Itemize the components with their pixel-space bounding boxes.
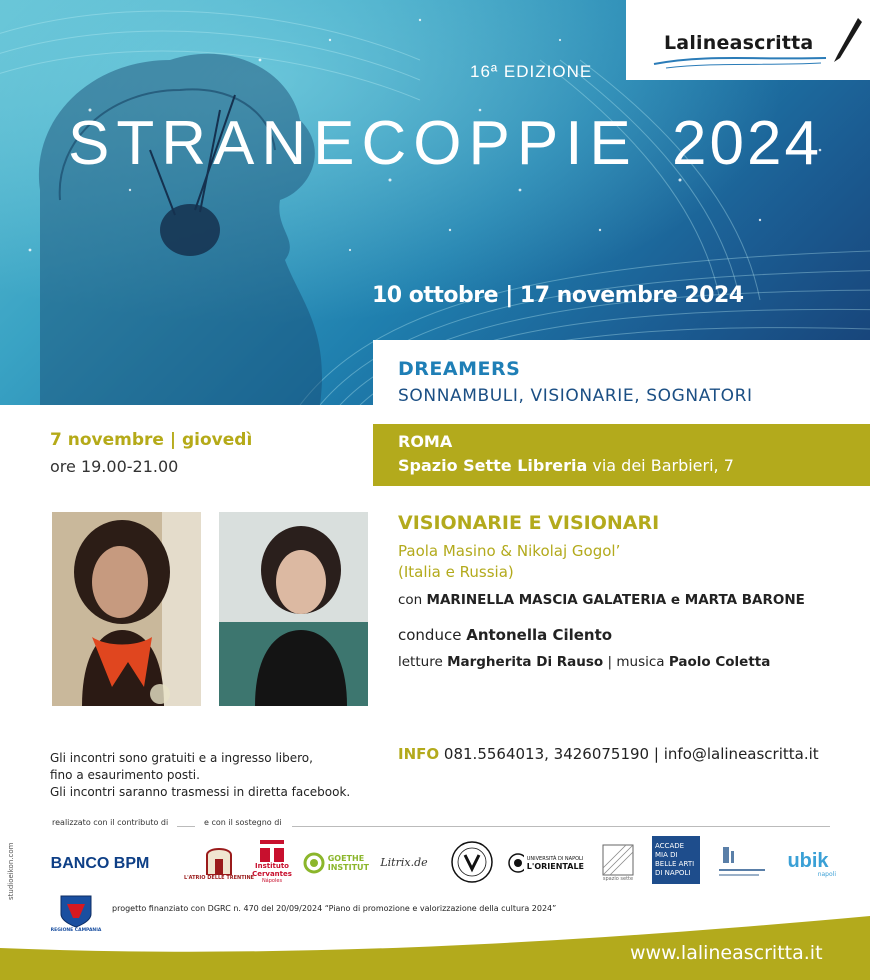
note-line: Gli incontri saranno trasmessi in diretta facebook.: [50, 785, 351, 799]
banco-bpm-text: BANCO BPM: [50, 855, 150, 872]
venue-line: [398, 456, 734, 475]
accademia-text-1: ACCADE: [655, 842, 685, 850]
session-subtitle-2: (Italia e Russia): [398, 563, 514, 581]
music-name: Paolo Coletta: [668, 654, 771, 670]
accademia-text-4: DI NAPOLI: [655, 869, 691, 877]
note-line: Gli incontri sono gratuiti e a ingresso libero,: [50, 751, 313, 765]
festival-dates: 10 ottobre | 17 novembre 2024: [372, 283, 744, 308]
orientale-text-1: UNIVERSITÀ DI NAPOLI: [526, 855, 584, 862]
guests-prefix: con: [398, 592, 423, 608]
theme-box: [373, 340, 870, 412]
university-icon: [717, 843, 767, 881]
cervantes-icon: [260, 840, 284, 862]
event-time: ore 19.00-21.00: [50, 457, 179, 476]
goethe-text-1: GOETHE: [327, 854, 365, 863]
info-phones[interactable]: 081.5564013, 3426075190: [443, 745, 650, 763]
orientale-text-2: L'ORIENTALE: [526, 861, 584, 871]
event-date: 7 novembre | giovedì: [50, 430, 253, 450]
session-title: VISIONARIE E VISIONARI: [398, 512, 660, 534]
brand-logo[interactable]: [626, 0, 870, 80]
spazio-sette-text: spazio sette: [602, 876, 634, 882]
cervantes-logo[interactable]: [250, 836, 294, 888]
spazio-sette-icon: [602, 844, 634, 876]
readings-name: Margherita Di Rauso: [447, 654, 604, 670]
litrix-text: Litrix.de: [380, 855, 428, 869]
session-subtitle-1: Paola Masino & Nikolaj Gogol’: [398, 542, 621, 560]
goethe-logo[interactable]: [303, 848, 369, 878]
host-prefix: conduce: [398, 626, 462, 644]
cervantes-text-2: Cervantes: [252, 870, 292, 878]
arch-icon: [204, 843, 234, 875]
host-name: Antonella Cilento: [466, 626, 613, 644]
venue-address: via dei Barbieri, 7: [592, 456, 734, 475]
venue-name: Spazio Sette Libreria: [398, 456, 588, 475]
goethe-icon: [303, 852, 325, 874]
pen-icon: [626, 0, 870, 80]
edition-label: 16ª EDIZIONE: [470, 62, 593, 81]
banco-bpm-logo[interactable]: [52, 850, 148, 878]
readings-prefix: letture: [398, 654, 443, 670]
festival-name: STRANECOPPIE: [68, 109, 638, 178]
access-notes: [50, 750, 350, 801]
seal-icon: [451, 841, 493, 883]
university-logo[interactable]: [712, 842, 772, 882]
goethe-text-2: INSTITUT: [327, 863, 369, 872]
cervantes-text-1: Instituto: [255, 862, 289, 870]
session-host: [398, 626, 612, 644]
info-line: [398, 745, 819, 763]
guest-photo-2: [219, 512, 368, 706]
divider: [177, 826, 195, 827]
regione-text: REGIONE CAMPANIA: [50, 927, 102, 933]
divider: [292, 826, 830, 827]
info-label: INFO: [398, 745, 440, 763]
ubik-city: napoli: [817, 870, 836, 878]
cervantes-text-3: Nápoles: [261, 878, 283, 884]
atrio-text: L'ATRIO DELLE TRENTINE: [183, 875, 255, 881]
venue-city: ROMA: [398, 432, 453, 451]
studio-credit: studioeikon.com: [7, 842, 15, 900]
guest-photo-1: [52, 512, 201, 706]
footer-band: [0, 908, 870, 980]
accademia-text-2: MIA DI: [655, 851, 678, 859]
spazio-sette-logo[interactable]: [598, 840, 638, 886]
info-email[interactable]: info@lalineascritta.it: [663, 745, 819, 763]
theme-title: DREAMERS: [398, 358, 521, 380]
orientale-logo[interactable]: [508, 848, 584, 878]
theme-subtitle: SONNAMBULI, VISIONARIE, SOGNATORI: [398, 386, 753, 406]
funding-note: progetto finanziato con DGRC n. 470 del 20/09/2024 “Piano di promozione e valorizzazione della cultura 2024”: [112, 904, 557, 913]
accademia-text-3: BELLE ARTI: [655, 860, 695, 868]
session-guests: [398, 592, 805, 608]
support-label: e con il sostegno di: [204, 818, 282, 827]
venue-bar: [373, 424, 870, 486]
litrix-logo[interactable]: [371, 850, 437, 874]
contribution-label: realizzato con il contributo di: [52, 818, 169, 827]
institute-seal-logo[interactable]: [450, 840, 494, 884]
festival-year: 2024: [672, 109, 822, 178]
atrio-logo[interactable]: [183, 836, 255, 888]
credits-row: [52, 818, 830, 832]
accademia-logo[interactable]: [652, 836, 700, 884]
separator: |: [653, 745, 659, 763]
music-prefix: musica: [616, 654, 665, 670]
session-readings: [398, 654, 770, 670]
brand-logo-text: Lalineascritta: [664, 32, 814, 54]
ubik-logo[interactable]: [780, 848, 836, 880]
guests-names: MARINELLA MASCIA GALATERIA e MARTA BARONE: [426, 592, 805, 608]
separator: |: [607, 654, 613, 670]
festival-title: [68, 108, 822, 179]
ubik-text: ubik: [787, 849, 829, 872]
note-line: fino a esaurimento posti.: [50, 768, 200, 782]
university-seal-icon: [508, 853, 524, 873]
footer-url[interactable]: www.lalineascritta.it: [630, 942, 823, 964]
